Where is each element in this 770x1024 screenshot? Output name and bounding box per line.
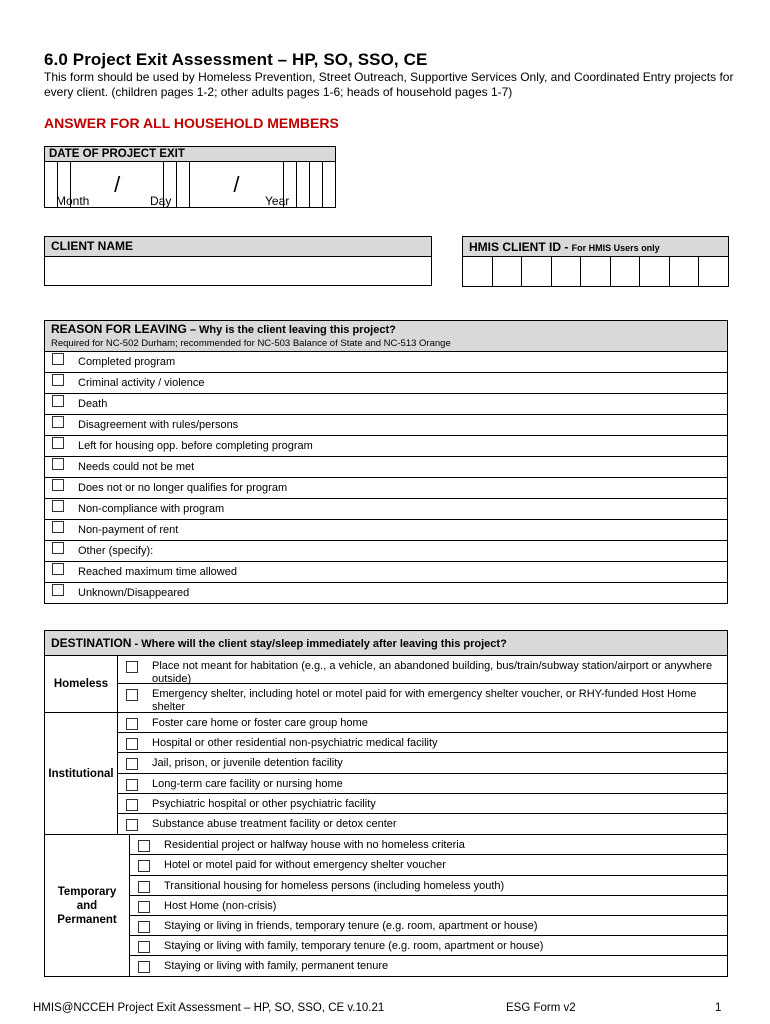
reason-option-label: Completed program <box>78 356 176 368</box>
destination-group-label: Temporary and Permanent <box>45 835 130 976</box>
checkbox-icon[interactable] <box>52 416 64 428</box>
client-name-label: CLIENT NAME <box>45 237 431 257</box>
checkbox-icon[interactable] <box>52 374 64 386</box>
reason-option[interactable] <box>45 520 727 541</box>
reason-option-label: Unknown/Disappeared <box>78 587 190 599</box>
destination-option[interactable] <box>130 835 727 855</box>
reason-option-label: Death <box>78 398 108 410</box>
checkbox-icon[interactable] <box>138 921 150 933</box>
reason-option-label: Needs could not be met <box>78 461 195 473</box>
hmis-digit-8[interactable] <box>669 257 699 287</box>
section-heading: ANSWER FOR ALL HOUSEHOLD MEMBERS <box>44 115 339 131</box>
destination-group <box>45 656 727 713</box>
reason-option-label: Reached maximum time allowed <box>78 566 237 578</box>
reason-option[interactable] <box>45 478 727 499</box>
checkbox-icon[interactable] <box>126 738 138 750</box>
destination-option-label: Emergency shelter, including hotel or motel paid for with emergency shelter voucher, or RHY-funded Host Home shelter <box>152 688 697 713</box>
checkbox-icon[interactable] <box>138 901 150 913</box>
date-separator-2: / <box>190 162 283 208</box>
destination-option-label: Foster care home or foster care group home <box>152 717 368 729</box>
destination-section <box>44 630 728 977</box>
destination-question: - Where will the client stay/sleep immediately after leaving this project? <box>131 638 507 650</box>
destination-option-label: Transitional housing for homeless persons (including homeless youth) <box>164 879 505 892</box>
exit-date-label: DATE OF PROJECT EXIT <box>45 147 336 162</box>
hmis-digit-4[interactable] <box>551 257 581 287</box>
reason-option[interactable] <box>45 373 727 394</box>
reason-option-label: Disagreement with rules/persons <box>78 419 239 431</box>
hmis-id-title: HMIS CLIENT ID - <box>469 239 572 254</box>
checkbox-icon[interactable] <box>52 479 64 491</box>
checkbox-icon[interactable] <box>126 718 138 730</box>
checkbox-icon[interactable] <box>52 584 64 596</box>
destination-option[interactable] <box>130 855 727 875</box>
reason-option[interactable] <box>45 394 727 415</box>
destination-option-label: Staying or living with family, permanent tenure <box>164 960 389 973</box>
destination-option[interactable] <box>118 753 727 773</box>
reason-option[interactable] <box>45 352 727 373</box>
reason-option-label: Other (specify): <box>78 545 154 557</box>
checkbox-icon[interactable] <box>138 961 150 973</box>
reason-section <box>44 320 728 604</box>
checkbox-icon[interactable] <box>52 521 64 533</box>
page-title: 6.0 Project Exit Assessment – HP, SO, SSO, CE <box>44 50 428 69</box>
destination-option[interactable] <box>118 684 727 712</box>
destination-option-label: Psychiatric hospital or other psychiatric facility <box>152 797 376 810</box>
destination-option-label: Staying or living with family, temporary tenure (e.g. room, apartment or house) <box>164 940 544 953</box>
reason-option[interactable] <box>45 562 727 583</box>
checkbox-icon[interactable] <box>52 458 64 470</box>
destination-option[interactable] <box>130 956 727 976</box>
reason-option-label: Non-compliance with program <box>78 503 225 515</box>
destination-group-label: Homeless <box>45 656 118 712</box>
checkbox-icon[interactable] <box>138 860 150 872</box>
reason-header <box>45 321 727 352</box>
destination-option-label: Place not meant for habitation (e.g., a vehicle, an abandoned building, bus/train/subway station/airport or anywhere outside) <box>152 660 713 685</box>
checkbox-icon[interactable] <box>126 758 138 770</box>
checkbox-icon[interactable] <box>52 353 64 365</box>
destination-option[interactable] <box>118 774 727 794</box>
checkbox-icon[interactable] <box>138 941 150 953</box>
client-name-field[interactable] <box>45 257 431 285</box>
destination-option[interactable] <box>130 876 727 896</box>
destination-option-label: Host Home (non-crisis) <box>164 899 277 912</box>
day-digit-2[interactable] <box>177 162 190 208</box>
day-label: Day <box>150 194 172 208</box>
reason-option[interactable] <box>45 583 727 603</box>
hmis-digit-1[interactable] <box>463 257 493 287</box>
checkbox-icon[interactable] <box>52 500 64 512</box>
checkbox-icon[interactable] <box>126 799 138 811</box>
reason-options <box>45 352 727 603</box>
checkbox-icon[interactable] <box>126 779 138 791</box>
destination-title: DESTINATION <box>51 636 132 650</box>
destination-group <box>45 713 727 835</box>
destination-option[interactable] <box>118 794 727 814</box>
destination-option-label: Residential project or halfway house with no homeless criteria <box>164 839 465 852</box>
year-digit-4[interactable] <box>322 162 335 208</box>
hmis-id-note: For HMIS Users only <box>571 242 660 253</box>
reason-option[interactable] <box>45 457 727 478</box>
destination-option[interactable] <box>118 656 727 684</box>
destination-group <box>45 835 727 976</box>
destination-option[interactable] <box>130 936 727 956</box>
reason-question: – Why is the client leaving this project? <box>186 324 396 336</box>
reason-option[interactable] <box>45 541 727 562</box>
checkbox-icon[interactable] <box>126 661 138 673</box>
destination-group-label: Institutional <box>45 713 118 834</box>
date-separator-1: / <box>71 162 164 208</box>
hmis-digit-9[interactable] <box>699 257 729 287</box>
hmis-digit-5[interactable] <box>581 257 611 287</box>
reason-option-label: Left for housing opp. before completing program <box>78 440 313 452</box>
checkbox-icon[interactable] <box>126 819 138 831</box>
destination-option-label: Hotel or motel paid for without emergency shelter voucher <box>164 859 446 872</box>
month-label: Month <box>56 194 90 208</box>
destination-groups <box>45 656 727 976</box>
reason-option[interactable] <box>45 415 727 436</box>
destination-option-label: Hospital or other residential non-psychiatric medical facility <box>152 737 438 750</box>
reason-option-label: Does not or no longer qualifies for program <box>78 482 288 494</box>
reason-option[interactable] <box>45 499 727 520</box>
hmis-digit-2[interactable] <box>492 257 522 287</box>
hmis-id-table <box>462 236 729 287</box>
destination-option-label: Jail, prison, or juvenile detention facility <box>152 757 343 770</box>
checkbox-icon[interactable] <box>138 881 150 893</box>
client-name-box <box>44 236 432 286</box>
year-label: Year <box>265 194 290 208</box>
checkbox-icon[interactable] <box>52 563 64 575</box>
checkbox-icon[interactable] <box>138 840 150 852</box>
destination-option[interactable] <box>118 814 727 834</box>
hmis-digit-6[interactable] <box>610 257 640 287</box>
hmis-digit-3[interactable] <box>522 257 552 287</box>
checkbox-icon[interactable] <box>52 437 64 449</box>
reason-option-label: Criminal activity / violence <box>78 377 205 389</box>
reason-note: Required for NC-502 Durham; recommended for NC-503 Balance of State and NC-513 Orange <box>51 338 451 349</box>
checkbox-icon[interactable] <box>52 542 64 554</box>
footer-form-name: HMIS@NCCEH Project Exit Assessment – HP, SO, SSO, CE v.10.21 <box>33 1002 385 1014</box>
footer-form-version: ESG Form v2 <box>506 1002 576 1014</box>
destination-option[interactable] <box>130 896 727 916</box>
hmis-id-label <box>463 237 729 257</box>
year-digit-3[interactable] <box>309 162 322 208</box>
destination-header <box>45 631 727 656</box>
year-digit-2[interactable] <box>296 162 309 208</box>
intro-text: This form should be used by Homeless Prevention, Street Outreach, Supportive Services Only, and Coordinated Entry projects for every client. (children pages 1-2; other adults pages 1-6; heads of household pages 1-7) <box>44 70 734 99</box>
destination-option-label: Substance abuse treatment facility or detox center <box>152 817 397 830</box>
reason-title: REASON FOR LEAVING <box>51 322 187 336</box>
destination-option[interactable] <box>118 733 727 753</box>
destination-option-label: Long-term care facility or nursing home <box>152 777 343 790</box>
reason-option[interactable] <box>45 436 727 457</box>
destination-option[interactable] <box>130 916 727 936</box>
hmis-digit-7[interactable] <box>640 257 670 287</box>
destination-option-label: Staying or living in friends, temporary tenure (e.g. room, apartment or house) <box>164 919 538 932</box>
destination-option[interactable] <box>118 713 727 733</box>
reason-option-label: Non-payment of rent <box>78 524 179 536</box>
checkbox-icon[interactable] <box>126 689 138 701</box>
checkbox-icon[interactable] <box>52 395 64 407</box>
footer-page-number: 1 <box>715 1002 722 1014</box>
